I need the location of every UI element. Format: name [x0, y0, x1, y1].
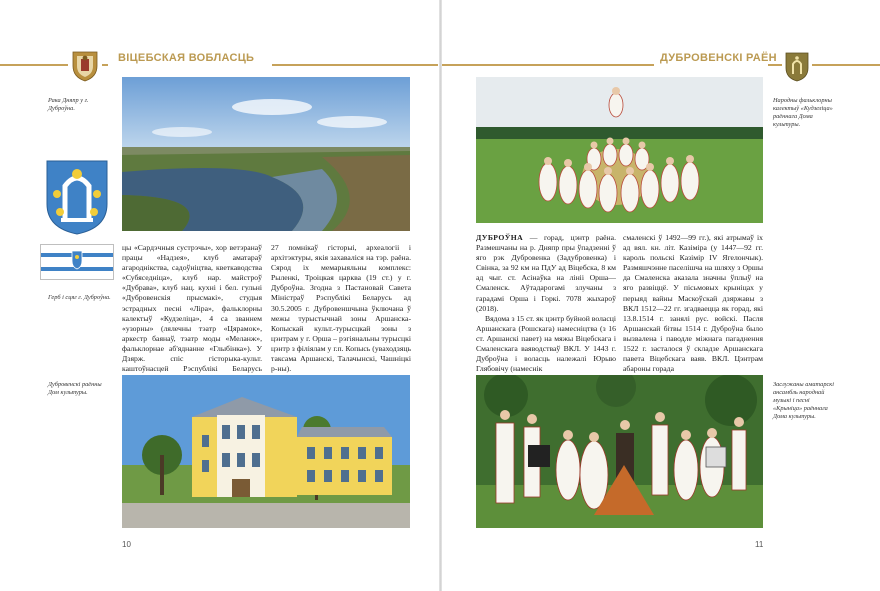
caption-folk-group: Народны фальклорны калектыў «Кудзеліца» раённага Дома культуры.	[773, 97, 833, 128]
left-text-column-1	[122, 243, 262, 384]
header-rule-right-c	[812, 64, 880, 66]
coat-of-arms-icon	[46, 160, 108, 235]
caption-coat-flag: Герб і сцяг г. Дуброўна.	[48, 294, 111, 301]
entry-term: ДУБРОЎНА	[476, 233, 524, 242]
district-header: ДУБРОВЕНСКІ РАЁН	[660, 52, 777, 64]
header-rule-right-b	[768, 64, 782, 66]
town-flag-icon	[40, 244, 114, 280]
page-number-right: 11	[755, 540, 764, 549]
photo-ensemble-krynitsa	[476, 375, 763, 528]
region-emblem-icon	[70, 49, 100, 83]
caption-river: Рака Дняпр у г. Дуброўна.	[48, 97, 89, 112]
left-text-column-2	[271, 243, 411, 374]
entry-definition: — горад, цэнтр раёна. Размешчаны на р. Дняпр пры ўпадзенні ў яго рэк Дубровенка (Задубровенка) і Свінка, за 92 км на ПдУ ад Віцебска, 8 км ад чыг. ст. Асінаўка на лініі Орша—Смаленск. Аўтадарогамі злучаны з гарадамі Орша і Горкі. 7078 жыхароў (2018).	[476, 233, 616, 313]
region-header: ВІЦЕБСКАЯ ВОБЛАСЦЬ	[118, 52, 255, 64]
right-text-column-2	[623, 233, 763, 374]
caption-culture-house: Дубровенскі раённы Дом культуры.	[48, 381, 102, 396]
header-rule-right-a	[442, 64, 654, 66]
page-number-left: 10	[122, 540, 131, 549]
right-col1-paragraph-2: Вядома з 15 ст. як цэнтр буйной воласці Аршанскага (Рошскага) намесніцтва (з 16 ст. Аршанскі павет) на мяжы Віцебскага і Смаленскага ваяводстваў ВКЛ. У 1443 г. Дуброўна і воласць належалі Юрыю Глябовічу (намеснік	[476, 313, 616, 374]
photo-dnieper-river	[122, 77, 410, 231]
header-rule-left-c	[272, 64, 438, 66]
photo-folk-group-kudzelitsa	[476, 77, 763, 223]
district-emblem-icon	[785, 52, 809, 82]
header-rule-left-a	[0, 64, 68, 66]
right-col1-paragraph-1	[476, 233, 616, 314]
book-gutter	[439, 0, 442, 591]
right-col2-paragraph: смаленскі ў 1492—99 гг.), які атрымаў іх ад вял. кн. літ. Казіміра (у 1447—92 гг. кароль польскі Казімір IV Ягелончык). Размяшчэнне паселішча на шляху з Оршы да Смаленска аказала значны ўплыў на яго развіццё. У пісьмовых крыніцах у перыяд вайны Маскоўскай дзяржавы з ВКЛ 1512—22 гг. згадваецца як горад, які 13.8.1514 г. занялі рус. войскі. Пасля Аршанскай бітвы 1514 г. Дуброўна было вызвалена і паводле міжнага пагаднення 1522 г. засталося ў складзе Аршанскага павета Віцебскага ваяв. ВКЛ. Цэнтрам абароны горада	[623, 233, 763, 374]
left-col1-paragraph: цы «Сардэчныя сустрэчы», хор ветэранаў працы «Надзея», клуб аматараў агароднікства, садоўніцтва, кветкаводства «Субяседніца», клуб нар. майстроў «Дубрава», клуб нац. кухні і бел. гульні «Дубровенскія прысмакі», студыя эстрадных песні «Ліра», фальклорны калектыў «Кудзеліца», 4 са званнем «узорны» (лялечны тэатр «Цярамок», аркестр баянаў, тэатр моды «Меланж», фальклорнае аб'яднанне «Глыбінка»). У Дзярж. спіс гісторыка-культ. каштоўнасцей Рэспублікі Беларусь	[122, 243, 262, 374]
right-text-column-1	[476, 233, 616, 374]
photo-house-of-culture	[122, 375, 410, 528]
left-col2-paragraph: 27 помнікаў гісторыі, археалогіі і архітэктуры, якія захаваліся на тэр. раёна. Сярод іх мемарыяльны комплекс: Рыленкі, Троіцкая царква (19 ст.) у г. Дуброўна. Згодна з Пастановай Савета Міністраў Рэспублікі Беларусь ад 30.5.2005 г. Дубровеншчына ўключана ў межы турыстычнай зоны Аршанска-Копыскай культ.-турысцкай зоны з цэнтрам у г. Орша – рэгіянальны турысцкі цэнтр з філіялам у г.п. Копысь (уваходзяць таксама Аршанскі, Талачынскі, Чашніцкі р-ны).	[271, 243, 411, 374]
caption-ensemble: Заслужаны аматарскі ансамбль народнай музыкі і песні «Крынiца» раённага Дома культуры.	[773, 381, 834, 420]
header-rule-left-b	[102, 64, 108, 66]
